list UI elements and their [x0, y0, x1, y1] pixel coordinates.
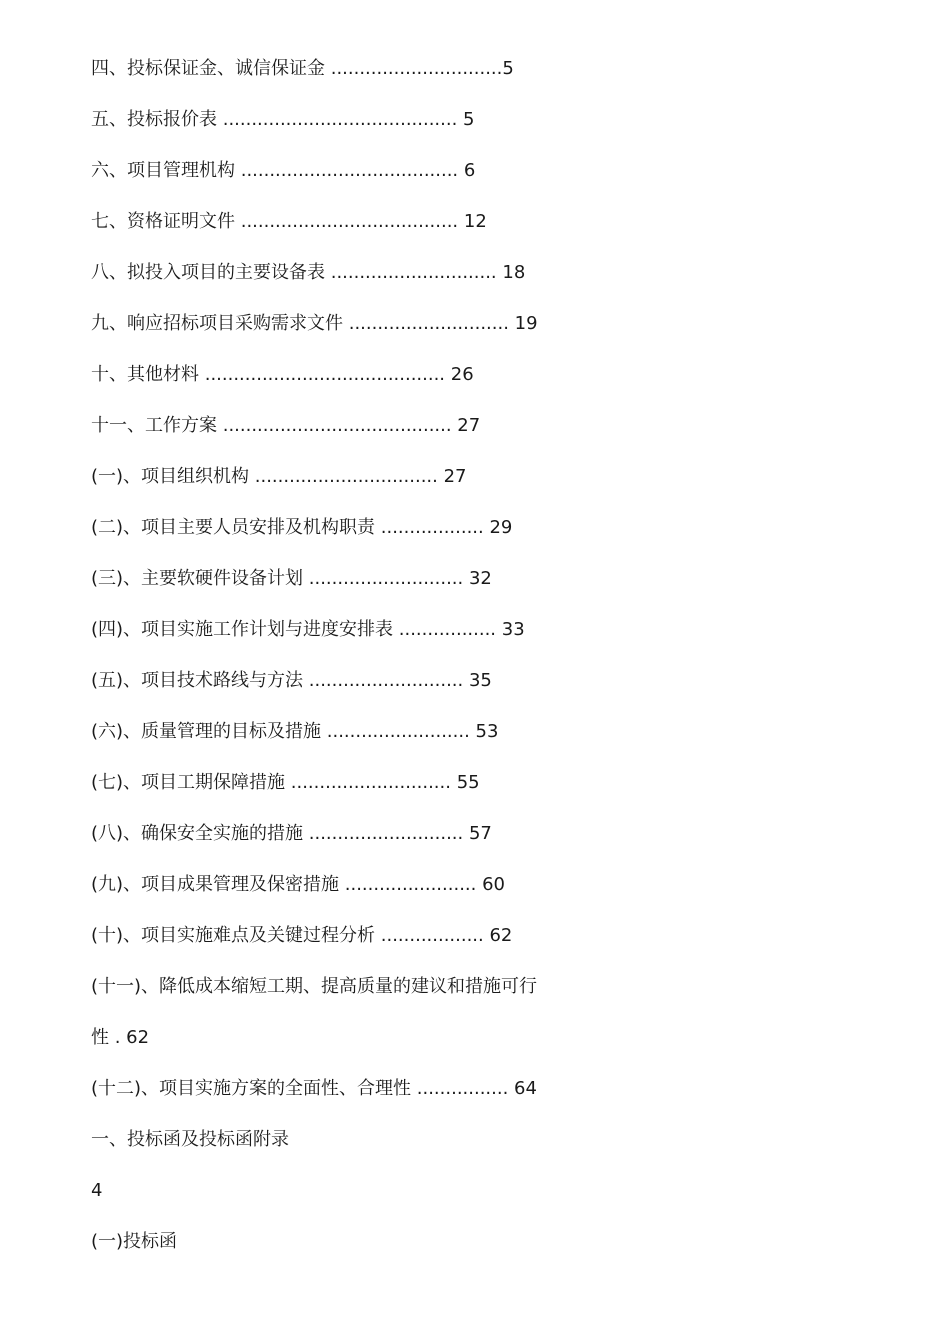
toc-line-difficulties: (十)、项目实施难点及关键过程分析 .................. 62	[91, 925, 513, 946]
toc-line-cost-reduction: (十一)、降低成本缩短工期、提高质量的建议和措施可行	[91, 976, 538, 997]
toc-line-duration: (七)、项目工期保障措施 ............................ 55	[91, 772, 480, 793]
toc-page	[91, 51, 891, 1275]
toc-line-work-plan: 十一、工作方案 ........................................ 27	[91, 415, 481, 436]
toc-line-page-number: 4	[91, 1180, 103, 1201]
toc-line-quality: (六)、质量管理的目标及措施 ......................... 53	[91, 721, 499, 742]
toc-line-requirements: 九、响应招标项目采购需求文件 ............................ 19	[91, 313, 538, 334]
toc-line-comprehensiveness: (十二)、项目实施方案的全面性、合理性 ................ 64	[91, 1078, 537, 1099]
toc-line-schedule: (四)、项目实施工作计划与进度安排表 ................. 33	[91, 619, 525, 640]
toc-line-safety: (八)、确保安全实施的措施 ........................... 57	[91, 823, 492, 844]
toc-line-cost-reduction-cont: 性 . 62	[91, 1027, 150, 1048]
toc-line-confidentiality: (九)、项目成果管理及保密措施 ....................... 60	[91, 874, 505, 895]
toc-line-hardware-plan: (三)、主要软硬件设备计划 ........................... 32	[91, 568, 492, 589]
toc-line-bid-letter: (一)投标函	[91, 1231, 178, 1252]
toc-line-technical-route: (五)、项目技术路线与方法 ........................... 35	[91, 670, 492, 691]
toc-line-management: 六、项目管理机构 ...................................... 6	[91, 160, 476, 181]
toc-line-other-materials: 十、其他材料 .......................................... 26	[91, 364, 474, 385]
toc-line-equipment: 八、拟投入项目的主要设备表 ............................. 18	[91, 262, 526, 283]
toc-line-personnel: (二)、项目主要人员安排及机构职责 .................. 29	[91, 517, 513, 538]
toc-line-qualification: 七、资格证明文件 ...................................... 12	[91, 211, 487, 232]
toc-line-price-table: 五、投标报价表 ......................................... 5	[91, 109, 475, 130]
toc-line-organization: (一)、项目组织机构 ................................ 27	[91, 466, 467, 487]
toc-line-bid-letter-section: 一、投标函及投标函附录	[91, 1129, 289, 1150]
toc-line-bid-bond: 四、投标保证金、诚信保证金 ..............................5	[91, 58, 514, 79]
